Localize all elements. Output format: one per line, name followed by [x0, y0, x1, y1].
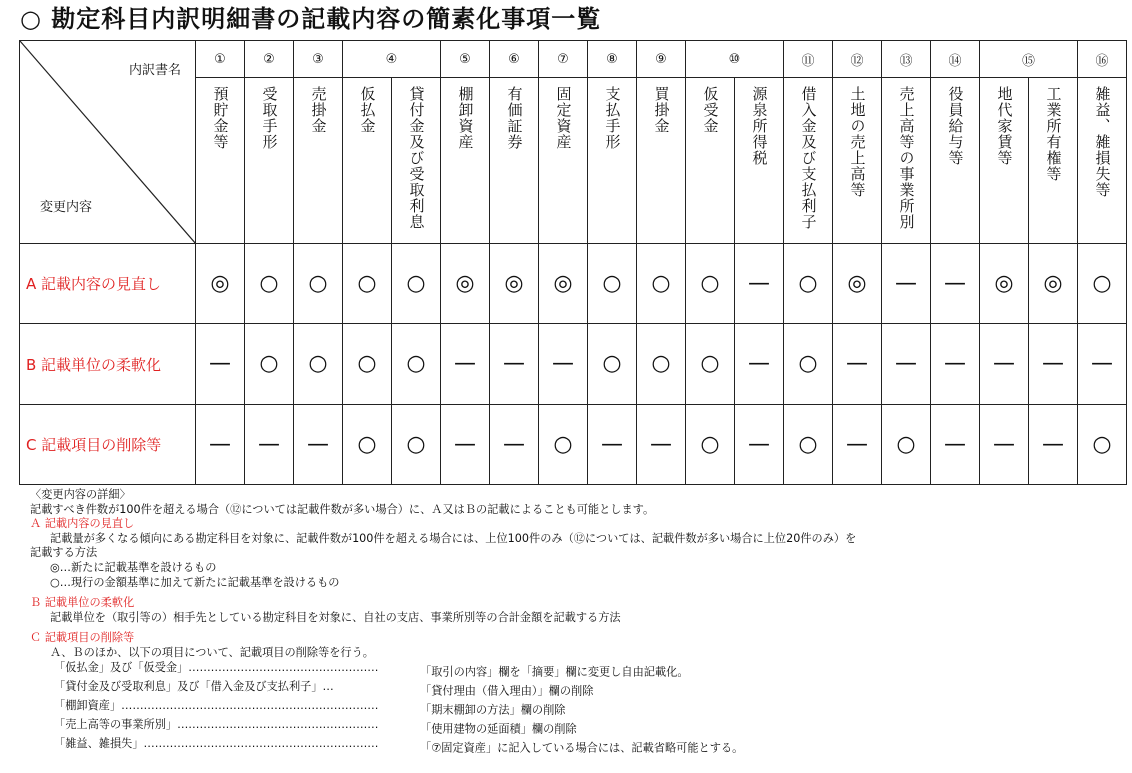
- mark-symbol: —: [748, 270, 770, 296]
- column-header-name: 有価証券: [505, 86, 524, 150]
- mark-symbol: —: [307, 431, 329, 457]
- column-header-cell: [882, 78, 931, 244]
- mark-cell: [196, 405, 245, 485]
- column-header-name: 受取手形: [260, 86, 279, 150]
- mark-cell: [294, 244, 343, 324]
- column-header-name: 貸付金及び受取利息: [407, 86, 426, 230]
- section-c-item-change: 「取引の内容」欄を「摘要」欄に変更し自由記載化。: [420, 665, 689, 679]
- column-header-name: 土地の売上高等: [848, 86, 867, 198]
- mark-symbol: ○: [651, 351, 671, 376]
- mark-cell: [343, 324, 392, 405]
- column-header-cell: [1029, 78, 1078, 244]
- mark-symbol: ◎: [455, 270, 475, 296]
- column-header-cell: [784, 78, 833, 244]
- mark-symbol: —: [944, 351, 966, 376]
- column-header-cell: [686, 78, 735, 244]
- mark-cell: [833, 244, 882, 324]
- mark-cell: [196, 324, 245, 405]
- table-row: [20, 244, 1127, 324]
- column-number: ⑤: [441, 41, 490, 78]
- column-header-name: 役員給与等: [946, 86, 965, 166]
- section-c-item: [30, 699, 1120, 718]
- section-c-item: [30, 661, 1120, 680]
- section-c-item-change: 「⑦固定資産」に記入している場合には、記載省略可能とする。: [420, 741, 744, 755]
- column-header-name: 工業所有権等: [1044, 86, 1063, 182]
- column-number: ⑭: [931, 41, 980, 78]
- mark-cell: [833, 324, 882, 405]
- mark-symbol: ○: [357, 351, 377, 376]
- mark-symbol: —: [895, 351, 917, 376]
- mark-symbol: ○: [798, 270, 818, 296]
- mark-symbol: ◎: [847, 270, 867, 296]
- section-b-title: Ｂ 記載単位の柔軟化: [30, 596, 135, 610]
- section-a-item: ○…現行の金額基準に加えて新たに記載基準を設けるもの: [50, 575, 340, 589]
- section-c-item: [30, 737, 1120, 756]
- mark-symbol: ○: [259, 351, 279, 376]
- mark-symbol: —: [993, 431, 1015, 457]
- mark-symbol: ○: [406, 270, 426, 296]
- mark-symbol: —: [944, 270, 966, 296]
- mark-symbol: —: [846, 431, 868, 457]
- mark-cell: [441, 324, 490, 405]
- column-header-name: 預貯金等: [211, 86, 230, 150]
- column-number: ⑩: [686, 41, 784, 78]
- mark-symbol: ○: [308, 351, 328, 376]
- header-number-row: [20, 41, 1127, 78]
- mark-symbol: —: [1091, 351, 1113, 376]
- column-header-cell: [637, 78, 686, 244]
- section-a-title: Ａ 記載内容の見直し: [30, 517, 135, 531]
- mark-cell: [637, 244, 686, 324]
- mark-cell: [735, 244, 784, 324]
- section-c-item-subject: 「貸付金及び受取利息」及び「借入金及び支払利子」…: [54, 679, 334, 693]
- column-header-name: 雑益︑雑損失等: [1093, 86, 1112, 198]
- mark-cell: [637, 405, 686, 485]
- mark-cell: [833, 405, 882, 485]
- mark-symbol: ○: [406, 431, 426, 457]
- column-header-cell: [490, 78, 539, 244]
- header-corner-cell: [20, 41, 196, 244]
- mark-cell: [784, 244, 833, 324]
- mark-cell: [1029, 324, 1078, 405]
- mark-cell: [490, 324, 539, 405]
- mark-cell: [931, 405, 980, 485]
- mark-symbol: ◎: [504, 270, 524, 296]
- column-header-cell: [833, 78, 882, 244]
- column-number: ⑯: [1078, 41, 1127, 78]
- column-header-name: 固定資産: [554, 86, 573, 150]
- mark-symbol: —: [1042, 431, 1064, 457]
- column-number: ⑥: [490, 41, 539, 78]
- mark-cell: [637, 324, 686, 405]
- mark-symbol: ◎: [994, 270, 1014, 296]
- mark-cell: [686, 324, 735, 405]
- mark-cell: [735, 405, 784, 485]
- column-number: ③: [294, 41, 343, 78]
- mark-symbol: —: [454, 431, 476, 457]
- row-label-b: B 記載単位の柔軟化: [20, 324, 196, 405]
- mark-symbol: ◎: [553, 270, 573, 296]
- mark-cell: [245, 244, 294, 324]
- mark-cell: [980, 405, 1029, 485]
- summary-table: [19, 40, 1127, 485]
- row-label-a: A 記載内容の見直し: [20, 244, 196, 324]
- mark-symbol: —: [748, 431, 770, 457]
- mark-cell: [882, 244, 931, 324]
- mark-symbol: ○: [553, 431, 573, 457]
- mark-cell: [980, 324, 1029, 405]
- column-header-name: 支払手形: [603, 86, 622, 150]
- mark-cell: [539, 324, 588, 405]
- mark-symbol: ○: [357, 270, 377, 296]
- mark-symbol: ○: [700, 431, 720, 457]
- column-header-cell: [245, 78, 294, 244]
- mark-symbol: —: [944, 431, 966, 457]
- mark-symbol: —: [503, 351, 525, 376]
- column-header-cell: [539, 78, 588, 244]
- mark-symbol: ○: [1092, 270, 1112, 296]
- mark-cell: [441, 405, 490, 485]
- change-details-notes: [30, 488, 1120, 756]
- column-number: ⑧: [588, 41, 637, 78]
- mark-cell: [1078, 324, 1127, 405]
- mark-symbol: ○: [798, 431, 818, 457]
- mark-cell: [1029, 244, 1078, 324]
- column-number: ②: [245, 41, 294, 78]
- table-row: [20, 324, 1127, 405]
- column-number: ⑨: [637, 41, 686, 78]
- column-number: ⑪: [784, 41, 833, 78]
- column-header-name: 仮受金: [701, 86, 720, 134]
- section-c-item-change: 「貸付理由（借入理由）」欄の削除: [420, 684, 594, 698]
- column-header-name: 売上高等の事業所別: [897, 86, 916, 230]
- mark-cell: [1078, 405, 1127, 485]
- mark-cell: [196, 244, 245, 324]
- notes-heading: 〈変更内容の詳細〉: [30, 488, 131, 501]
- mark-cell: [588, 324, 637, 405]
- column-header-cell: [441, 78, 490, 244]
- section-c-line: Ａ、Ｂのほか、以下の項目について、記載項目の削除等を行う。: [50, 645, 374, 659]
- mark-cell: [245, 405, 294, 485]
- section-b-line: 記載単位を（取引等の）相手先としている勘定科目を対象に、自社の支店、事業所別等の合計金額を記載する方法: [50, 610, 621, 624]
- mark-symbol: —: [552, 351, 574, 376]
- section-c-title: Ｃ 記載項目の削除等: [30, 631, 135, 645]
- mark-cell: [392, 324, 441, 405]
- mark-cell: [931, 244, 980, 324]
- mark-symbol: ◎: [1043, 270, 1063, 296]
- mark-cell: [343, 244, 392, 324]
- section-c-item-change: 「使用建物の延面積」欄の削除: [420, 722, 577, 736]
- mark-symbol: ○: [1092, 431, 1112, 457]
- section-c-item: [30, 718, 1120, 737]
- column-header-name: 借入金及び支払利子: [799, 86, 818, 230]
- mark-cell: [980, 244, 1029, 324]
- column-header-name: 売掛金: [309, 86, 328, 134]
- mark-cell: [686, 244, 735, 324]
- section-c-item-subject: 「仮払金」及び「仮受金」……………………………………………: [54, 660, 379, 674]
- column-number: ⑦: [539, 41, 588, 78]
- mark-cell: [539, 244, 588, 324]
- table-row: [20, 405, 1127, 485]
- column-header-cell: [588, 78, 637, 244]
- column-header-name: 棚卸資産: [456, 86, 475, 150]
- column-header-name: 源泉所得税: [750, 86, 769, 166]
- column-number: ⑫: [833, 41, 882, 78]
- mark-cell: [245, 324, 294, 405]
- mark-symbol: —: [748, 351, 770, 376]
- mark-symbol: ○: [651, 270, 671, 296]
- section-c-item: [30, 680, 1120, 699]
- mark-cell: [882, 324, 931, 405]
- column-header-cell: [735, 78, 784, 244]
- column-header-cell: [343, 78, 392, 244]
- section-c-item-subject: 「売上高等の事業所別」………………………………………………: [54, 718, 379, 732]
- column-header-cell: [196, 78, 245, 244]
- column-header-cell: [980, 78, 1029, 244]
- column-header-cell: [392, 78, 441, 244]
- mark-cell: [490, 244, 539, 324]
- row-label-c: C 記載項目の削除等: [20, 405, 196, 485]
- mark-cell: [392, 244, 441, 324]
- mark-symbol: —: [650, 431, 672, 457]
- mark-symbol: ○: [602, 351, 622, 376]
- section-c-item-change: 「期末棚卸の方法」欄の削除: [420, 703, 566, 717]
- column-number: ⑮: [980, 41, 1078, 78]
- mark-symbol: ○: [798, 351, 818, 376]
- mark-cell: [490, 405, 539, 485]
- column-number: ④: [343, 41, 441, 78]
- mark-symbol: —: [503, 431, 525, 457]
- column-header-name: 仮払金: [358, 86, 377, 134]
- section-a-line: 記載量が多くなる傾向にある勘定科目を対象に、記載件数が100件を超える場合には、上位100件のみ（⑫については、記載件数が多い場合に上位20件のみ）を: [50, 531, 857, 545]
- column-header-cell: [1078, 78, 1127, 244]
- mark-symbol: ○: [602, 270, 622, 296]
- column-header-cell: [931, 78, 980, 244]
- mark-cell: [392, 405, 441, 485]
- mark-symbol: ○: [406, 351, 426, 376]
- mark-cell: [588, 405, 637, 485]
- mark-symbol: —: [993, 351, 1015, 376]
- mark-cell: [1029, 405, 1078, 485]
- mark-cell: [539, 405, 588, 485]
- mark-symbol: —: [601, 431, 623, 457]
- mark-cell: [343, 405, 392, 485]
- mark-symbol: ○: [259, 270, 279, 296]
- mark-cell: [686, 405, 735, 485]
- section-a-line: 記載する方法: [30, 546, 98, 560]
- mark-symbol: ◎: [210, 270, 230, 296]
- mark-symbol: —: [209, 351, 231, 376]
- mark-cell: [294, 324, 343, 405]
- mark-symbol: —: [895, 270, 917, 296]
- mark-symbol: —: [454, 351, 476, 376]
- mark-symbol: ○: [308, 270, 328, 296]
- mark-symbol: ○: [700, 270, 720, 296]
- mark-symbol: —: [1042, 351, 1064, 376]
- mark-symbol: ○: [896, 431, 916, 457]
- mark-cell: [931, 324, 980, 405]
- mark-cell: [784, 405, 833, 485]
- corner-label-change: 変更内容: [40, 200, 93, 215]
- mark-cell: [882, 405, 931, 485]
- page-title: ○ 勘定科目内訳明細書の記載内容の簡素化事項一覧: [20, 5, 602, 33]
- column-header-name: 買掛金: [652, 86, 671, 134]
- section-c-item-subject: 「雑益、雑損失」………………………………………………………: [54, 737, 379, 751]
- mark-cell: [1078, 244, 1127, 324]
- mark-cell: [441, 244, 490, 324]
- mark-symbol: —: [209, 431, 231, 457]
- column-number: ⑬: [882, 41, 931, 78]
- column-header-cell: [294, 78, 343, 244]
- section-a-item: ◎…新たに記載基準を設けるもの: [50, 560, 217, 574]
- column-number: ①: [196, 41, 245, 78]
- mark-symbol: —: [258, 431, 280, 457]
- mark-cell: [735, 324, 784, 405]
- mark-symbol: —: [846, 351, 868, 376]
- mark-cell: [588, 244, 637, 324]
- section-c-item-subject: 「棚卸資産」……………………………………………………………: [54, 698, 379, 712]
- mark-cell: [784, 324, 833, 405]
- column-header-name: 地代家賃等: [995, 86, 1014, 166]
- mark-cell: [294, 405, 343, 485]
- mark-symbol: ○: [700, 351, 720, 376]
- corner-label-document-name: 内訳書名: [128, 63, 181, 78]
- mark-symbol: ○: [357, 431, 377, 457]
- notes-intro: 記載すべき件数が100件を超える場合（⑫については記載件数が多い場合）に、Ａ又はＢの記載によることも可能とします。: [30, 502, 655, 516]
